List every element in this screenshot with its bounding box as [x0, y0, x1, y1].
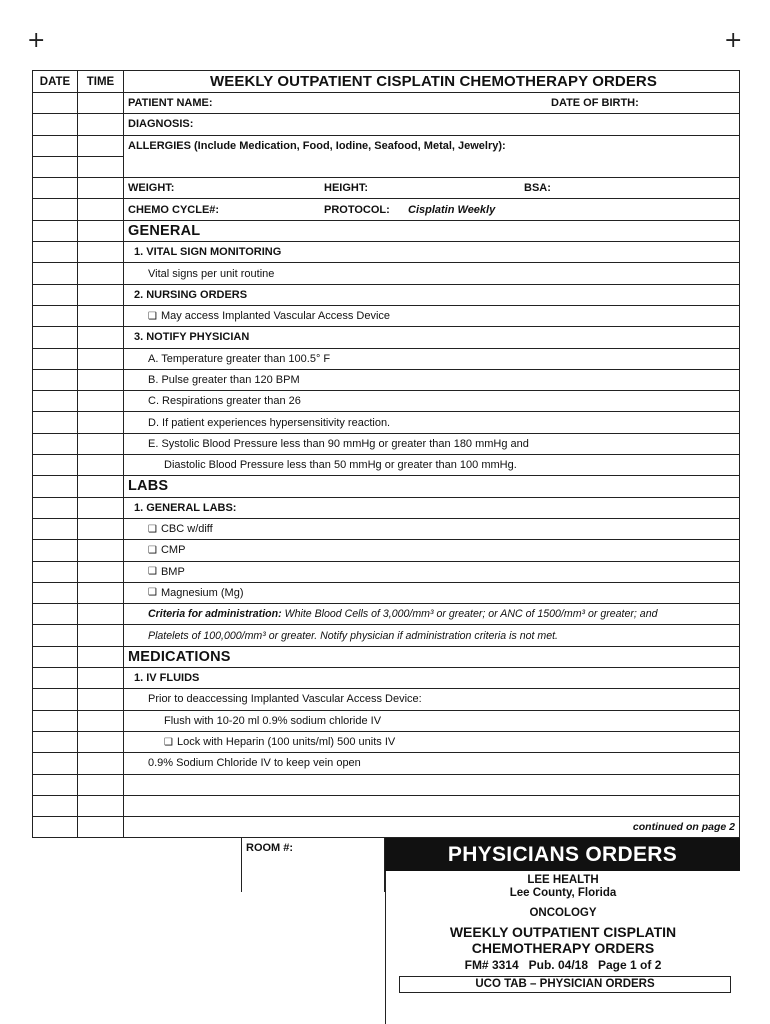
physicians-orders-banner: PHYSICIANS ORDERS [385, 838, 740, 871]
height-label: HEIGHT: [324, 182, 368, 195]
time-cell[interactable] [78, 242, 124, 262]
time-cell[interactable] [78, 306, 124, 326]
table-row [33, 391, 739, 412]
checkbox-icon[interactable]: ❑ [148, 587, 157, 599]
time-cell[interactable] [78, 370, 124, 390]
form-title: WEEKLY OUTPATIENT CISPLATIN CHEMOTHERAPY ORDERS [210, 73, 657, 90]
date-cell[interactable] [33, 540, 78, 560]
time-cell[interactable] [78, 178, 124, 198]
table-row [33, 775, 739, 796]
date-cell[interactable] [33, 285, 78, 305]
department: ONCOLOGY [529, 907, 597, 919]
time-cell[interactable] [78, 476, 124, 496]
table-row [33, 434, 739, 455]
crop-mark-left: + [27, 28, 46, 53]
date-cell[interactable] [33, 263, 78, 283]
table-row [33, 498, 739, 519]
time-cell[interactable] [78, 689, 124, 709]
table-row [33, 476, 739, 497]
date-cell[interactable] [33, 93, 78, 113]
diagnosis-label: DIAGNOSIS: [128, 118, 194, 131]
time-cell[interactable] [78, 625, 124, 645]
date-cell[interactable] [33, 647, 78, 667]
time-cell[interactable] [78, 817, 124, 837]
date-cell[interactable] [33, 221, 78, 241]
time-cell[interactable] [78, 753, 124, 773]
prior-deaccess-text: Prior to deaccessing Implanted Vascular Access Device: [148, 693, 422, 706]
checkbox-icon[interactable]: ❑ [148, 523, 157, 535]
vital-sign-heading: 1. VITAL SIGN MONITORING [134, 246, 282, 259]
lab-item-label: CMP [160, 544, 186, 557]
date-cell[interactable] [33, 519, 78, 539]
org-name: LEE HEALTH [527, 874, 599, 886]
date-cell[interactable] [33, 327, 78, 347]
patient-name-label: PATIENT NAME: [128, 97, 213, 110]
checkbox-icon[interactable]: ❑ [164, 736, 173, 748]
checkbox-icon[interactable]: ❑ [148, 544, 157, 556]
checkbox-icon[interactable]: ❑ [148, 310, 157, 322]
table-row [33, 114, 739, 135]
time-cell[interactable] [78, 136, 124, 156]
allergies-continued[interactable] [124, 156, 739, 177]
time-cell[interactable] [78, 562, 124, 582]
notify-item-a: A. Temperature greater than 100.5° F [148, 352, 331, 365]
table-row [33, 540, 739, 561]
table-row [33, 178, 739, 199]
iv-fluids-heading: 1. IV FLUIDS [134, 672, 200, 685]
criteria-text: White Blood Cells of 3,000/mm³ or greater; or ANC of 1500/mm³ or greater; and [284, 608, 658, 621]
date-cell[interactable] [33, 391, 78, 411]
criteria-line-1 [124, 604, 739, 624]
table-row [33, 157, 739, 178]
general-labs-heading: 1. GENERAL LABS: [134, 501, 237, 514]
table-row [33, 753, 739, 774]
weight-height-bsa-field[interactable] [124, 178, 739, 198]
date-cell[interactable] [33, 732, 78, 752]
table-row [33, 327, 739, 348]
table-row [33, 604, 739, 625]
checkbox-icon[interactable]: ❑ [148, 566, 157, 578]
blank-order-line[interactable] [124, 796, 739, 816]
weight-label: WEIGHT: [128, 182, 175, 195]
time-cell[interactable] [78, 711, 124, 731]
allergies-field[interactable] [124, 136, 739, 156]
time-cell[interactable] [78, 221, 124, 241]
table-row [33, 221, 739, 242]
time-cell[interactable] [78, 455, 124, 475]
time-cell[interactable] [78, 604, 124, 624]
date-cell[interactable] [33, 583, 78, 603]
lab-item-label: BMP [160, 565, 185, 578]
protocol-label: PROTOCOL: [324, 203, 390, 216]
notify-physician-heading: 3. NOTIFY PHYSICIAN [134, 331, 250, 344]
time-cell[interactable] [78, 775, 124, 795]
table-row [33, 519, 739, 540]
time-cell[interactable] [78, 498, 124, 518]
room-number-field[interactable] [241, 838, 385, 892]
date-cell[interactable] [33, 242, 78, 262]
time-cell[interactable] [78, 519, 124, 539]
criteria-line-2: Platelets of 100,000/mm³ or greater. Notify physician if administration criteria is not met. [148, 629, 558, 642]
time-cell[interactable] [78, 412, 124, 432]
crop-mark-right: + [724, 28, 743, 53]
time-cell[interactable] [78, 391, 124, 411]
time-cell[interactable] [78, 796, 124, 816]
date-cell[interactable] [33, 434, 78, 454]
time-cell[interactable] [78, 263, 124, 283]
table-row [33, 625, 739, 646]
date-cell[interactable] [33, 178, 78, 198]
date-cell[interactable] [33, 562, 78, 582]
time-cell[interactable] [78, 647, 124, 667]
time-cell[interactable] [78, 434, 124, 454]
date-cell[interactable] [33, 796, 78, 816]
table-row [33, 136, 739, 157]
date-cell[interactable] [33, 476, 78, 496]
table-row [33, 242, 739, 263]
heparin-lock-item[interactable] [124, 732, 739, 752]
form-header-row [33, 71, 739, 93]
lab-item[interactable] [124, 519, 739, 539]
chemo-cycle-label: CHEMO CYCLE#: [128, 203, 220, 216]
blank-order-line[interactable] [124, 775, 739, 795]
time-cell[interactable] [78, 540, 124, 560]
date-cell[interactable] [33, 349, 78, 369]
date-cell[interactable] [33, 668, 78, 688]
table-row [33, 306, 739, 327]
table-row [33, 689, 739, 710]
date-cell[interactable] [33, 370, 78, 390]
criteria-label: Criteria for administration: [148, 608, 282, 621]
table-row [33, 349, 739, 370]
date-cell[interactable] [33, 498, 78, 518]
date-cell[interactable] [33, 199, 78, 219]
date-cell[interactable] [33, 136, 78, 156]
time-cell[interactable] [78, 732, 124, 752]
notify-item-e: E. Systolic Blood Pressure less than 90 mmHg or greater than 180 mmHg and [148, 437, 529, 450]
table-row [33, 647, 739, 668]
bsa-label: BSA: [524, 182, 551, 195]
cycle-protocol-field[interactable] [124, 199, 739, 219]
uco-tab-label: UCO TAB – PHYSICIAN ORDERS [399, 976, 731, 993]
allergies-label: ALLERGIES (Include Medication, Food, Iodine, Seafood, Metal, Jewelry): [128, 139, 506, 152]
nursing-orders-heading: 2. NURSING ORDERS [134, 288, 248, 301]
table-row [33, 817, 739, 838]
date-cell[interactable] [33, 604, 78, 624]
heparin-lock-text: Lock with Heparin (100 units/ml) 500 units IV [176, 736, 396, 749]
date-cell[interactable] [33, 775, 78, 795]
time-cell[interactable] [78, 93, 124, 113]
date-cell[interactable] [33, 817, 78, 837]
time-cell[interactable] [78, 199, 124, 219]
lab-item[interactable] [124, 583, 739, 603]
time-column-header: TIME [78, 71, 124, 92]
table-row [33, 412, 739, 433]
date-cell[interactable] [33, 689, 78, 709]
time-cell[interactable] [78, 285, 124, 305]
notify-item-d: D. If patient experiences hypersensitivity reaction. [148, 416, 391, 429]
notify-item-b: B. Pulse greater than 120 BPM [148, 374, 300, 386]
date-cell[interactable] [33, 455, 78, 475]
vital-sign-text: Vital signs per unit routine [148, 267, 275, 280]
time-cell[interactable] [78, 157, 124, 177]
lab-item-label: Magnesium (Mg) [160, 586, 244, 599]
date-cell[interactable] [33, 114, 78, 134]
table-row [33, 562, 739, 583]
dob-label: DATE OF BIRTH: [551, 97, 639, 110]
table-row [33, 263, 739, 284]
notify-item-c: C. Respirations greater than 26 [148, 395, 301, 408]
time-cell[interactable] [78, 583, 124, 603]
table-row [33, 370, 739, 391]
table-row [33, 285, 739, 306]
time-cell[interactable] [78, 349, 124, 369]
table-row [33, 732, 739, 753]
date-cell[interactable] [33, 625, 78, 645]
date-column-header: DATE [33, 71, 78, 92]
time-cell[interactable] [78, 327, 124, 347]
kvo-text: 0.9% Sodium Chloride IV to keep vein open [148, 757, 361, 770]
diagnosis-field[interactable] [124, 114, 739, 134]
lab-item-label: CBC w/diff [160, 523, 213, 536]
nursing-order-text: May access Implanted Vascular Access Device [160, 310, 391, 323]
room-label: ROOM #: [246, 842, 294, 854]
table-row [33, 93, 739, 114]
date-cell[interactable] [33, 157, 78, 177]
flush-text: Flush with 10-20 ml 0.9% sodium chloride IV [164, 714, 382, 727]
labs-section-heading: LABS [128, 478, 169, 495]
form-footer [0, 838, 770, 1024]
table-row [33, 711, 739, 732]
time-cell[interactable] [78, 668, 124, 688]
medications-section-heading: MEDICATIONS [128, 648, 231, 665]
date-cell[interactable] [33, 412, 78, 432]
date-cell[interactable] [33, 711, 78, 731]
orders-form [32, 70, 740, 838]
lab-item[interactable] [124, 540, 739, 560]
table-row [33, 455, 739, 476]
patient-name-field[interactable] [124, 93, 739, 113]
table-row [33, 796, 739, 817]
table-row [33, 583, 739, 604]
date-cell[interactable] [33, 753, 78, 773]
table-row [33, 199, 739, 220]
notify-item-e-continued: Diastolic Blood Pressure less than 50 mmHg or greater than 100 mmHg. [164, 459, 517, 472]
general-section-heading: GENERAL [128, 222, 201, 239]
time-cell[interactable] [78, 114, 124, 134]
form-title-line-2: CHEMOTHERAPY ORDERS [471, 940, 655, 956]
protocol-value: Cisplatin Weekly [408, 203, 496, 216]
nursing-order-item[interactable] [124, 306, 739, 326]
date-cell[interactable] [33, 306, 78, 326]
table-row [33, 668, 739, 689]
form-title-line-1: WEEKLY OUTPATIENT CISPLATIN [449, 924, 677, 940]
form-meta: FM# 3314 Pub. 04/18 Page 1 of 2 [464, 958, 662, 972]
continued-note: continued on page 2 [632, 821, 735, 834]
lab-item[interactable] [124, 562, 739, 582]
org-location: Lee County, Florida [509, 887, 617, 899]
